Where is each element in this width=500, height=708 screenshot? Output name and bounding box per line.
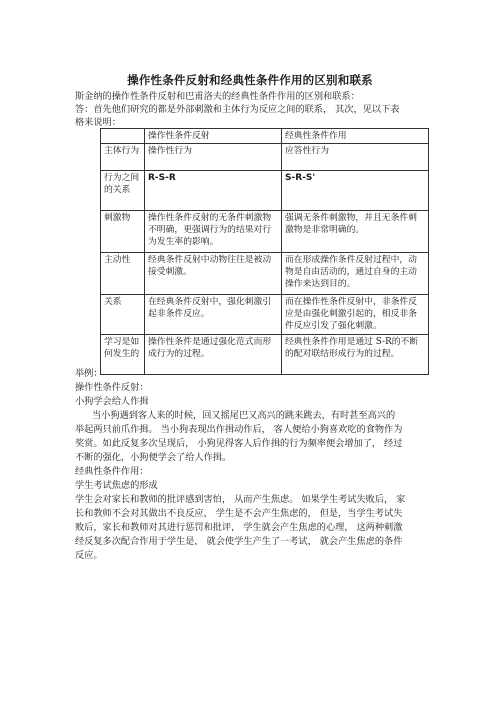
operant-paragraph-line: 当小狗遇到客人来的时候，回又摇尾巴又高兴的跳来跳去，有时甚至高兴的 <box>92 410 396 421</box>
operant-heading: 操作性条件反射： <box>75 382 149 393</box>
classical-paragraph-line: 学生会对家长和教师的批评感到害怕， 从而产生焦虑。 如果学生考试失败后， 家 <box>75 494 406 505</box>
table-cell: 操作性条件反射的无条件刺激物不明确，更强调行为的结果对行为发生率的影响。 <box>145 211 282 253</box>
intro-line-2: 答：首先他们研究的都是外部刺激和主体行为反应之间的联系， 其次，见以下表 <box>75 104 400 115</box>
operant-paragraph-line: 奖赏。如此反复多次呈现后， 小狗见得客人后作揖的行为频率便会增加了， 经过 <box>75 438 403 449</box>
comparison-table <box>100 128 429 375</box>
classical-subheading: 学生考试焦虑的形成 <box>75 480 158 491</box>
table-row <box>101 211 429 253</box>
classical-paragraph-line: 败后，家长和教师对其进行惩罚和批评， 学生就会产生焦虑的心理， 这两种刺激 <box>75 522 403 533</box>
table-row <box>101 171 429 211</box>
intro-line-3: 格来说明： <box>75 117 121 128</box>
operant-paragraph-line: 举起两只前爪作揖。 当小狗表现出作揖动作后， 客人便给小狗喜欢吃的食物作为 <box>75 424 403 435</box>
table-cell: S-R-S' <box>282 171 429 211</box>
table-row-label: 刺激物 <box>101 211 145 253</box>
classical-paragraph-line: 长和教师不会对其做出不良反应， 学生是不会产生焦虑的， 但是，当学生考试失 <box>75 508 403 519</box>
table-cell: 而在操作性条件反射中，非条件反应是由强化刺激引起的，相反非条件反应引发了强化刺激。 <box>282 295 429 335</box>
intro-line-1: 斯金纳的操作性条件反射和巴甫洛夫的经典性条件作用的区别和联系： <box>75 91 360 102</box>
table-cell: 而在形成操作条件反射过程中，动物是自由活动的，通过自身的主动操作来达到目的。 <box>282 253 429 295</box>
operant-paragraph-line: 不断的强化，小狗便学会了给人作揖。 <box>75 452 232 463</box>
classical-heading: 经典性条件作用： <box>75 466 149 477</box>
page-title: 操作性条件反射和经典性条件作用的区别和联系 <box>127 73 373 87</box>
table-cell: 操作性条件是通过强化范式而形成行为的过程。 <box>145 335 282 375</box>
table-row-label: 学习是如何发生的 <box>101 335 145 375</box>
table-row-label: 关系 <box>101 295 145 335</box>
table-row <box>101 295 429 335</box>
operant-subheading: 小狗学会给人作揖 <box>75 396 149 407</box>
classical-paragraph-line: 反应。 <box>75 550 103 561</box>
table-row <box>101 144 429 171</box>
table-cell: 强调无条件刺激物，并且无条件刺激物是非常明确的。 <box>282 211 429 253</box>
table-cell: 经典性条件作用是通过 S-R的不断的配对联结形成行为的过程。 <box>282 335 429 375</box>
table-header-cell: 操作性条件反射 <box>145 129 282 144</box>
table-cell: 经典条件反射中动物往往是被动接受刺激。 <box>145 253 282 295</box>
table-cell: 应答性行为 <box>282 144 429 171</box>
classical-paragraph-line: 经反复多次配合作用于学生是， 就会使学生产生了一考试， 就会产生焦虑的条件 <box>75 536 403 547</box>
table-cell: R-S-R <box>145 171 282 211</box>
table-cell: 在经典条件反射中，强化刺激引起非条件反应。 <box>145 295 282 335</box>
table-row-label: 主体行为 <box>101 144 145 171</box>
table-header-row <box>101 129 429 144</box>
table-row <box>101 253 429 295</box>
table-cell: 操作性行为 <box>145 144 282 171</box>
table-header-cell <box>101 129 145 144</box>
examples-heading: 举例： <box>75 368 103 379</box>
table-row-label: 主动性 <box>101 253 145 295</box>
table-row-label: 行为之间的关系 <box>101 171 145 211</box>
table-header-cell: 经典性条件作用 <box>282 129 429 144</box>
table-row <box>101 335 429 375</box>
